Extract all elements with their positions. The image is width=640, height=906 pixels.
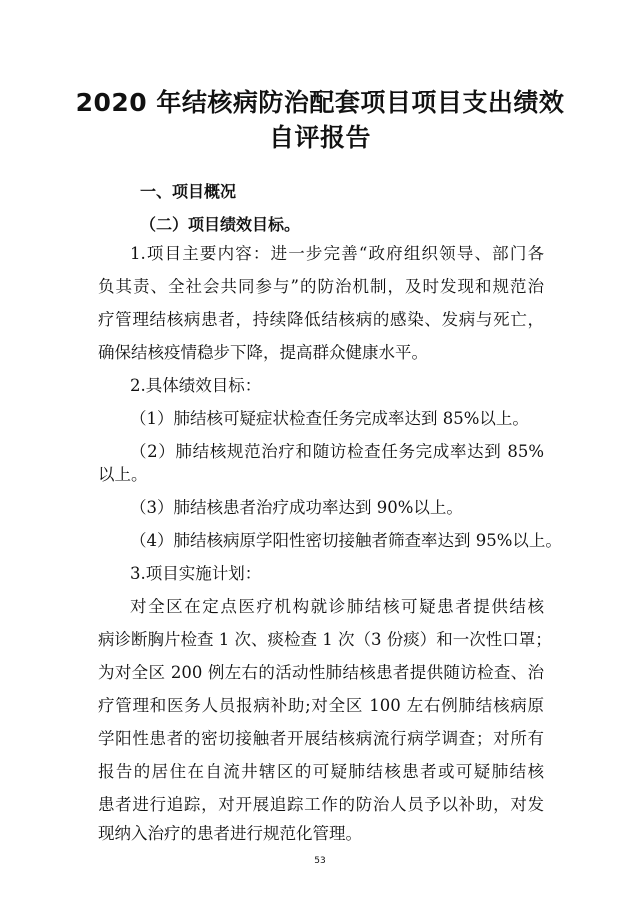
body-line: 1.项目主要内容：进一步完善“政府组织领导、部门各	[130, 244, 544, 263]
body-line: （2）肺结核规范治疗和随访检查任务完成率达到 85%	[130, 442, 544, 461]
body-line: 学阳性患者的密切接触者开展结核病流行病学调查；对所有	[98, 729, 544, 748]
body-line: 病诊断胸片检查 1 次、痰检查 1 次（3 份痰）和一次性口罩；	[98, 630, 552, 649]
subsection-heading: （二）项目绩效目标。	[140, 215, 301, 234]
report-title-line-1: 2020 年结核病防治配套项目项目支出绩效	[75, 88, 565, 117]
body-line: （1）肺结核可疑症状检查任务完成率达到 85%以上。	[130, 409, 529, 428]
body-line: 为对全区 200 例左右的活动性肺结核患者提供随访检查、治	[98, 663, 544, 682]
section-heading: 一、项目概况	[140, 182, 237, 201]
body-line: 现纳入治疗的患者进行规范化管理。	[98, 824, 362, 843]
body-line: 负其责、全社会共同参与”的防治机制，及时发现和规范治	[98, 277, 544, 296]
body-line: 确保结核疫情稳步下降，提高群众健康水平。	[98, 343, 428, 362]
body-line: 对全区在定点医疗机构就诊肺结核可疑患者提供结核	[130, 597, 544, 616]
body-line: （4）肺结核病原学阳性密切接触者筛查率达到 95%以上。	[130, 531, 562, 550]
page-number: 53	[314, 856, 326, 866]
body-line: 3.项目实施计划：	[130, 564, 262, 583]
body-line: 报告的居住在自流井辖区的可疑肺结核患者或可疑肺结核	[98, 762, 544, 781]
body-line: 疗管理结核病患者，持续降低结核病的感染、发病与死亡，	[98, 310, 544, 329]
body-line: （3）肺结核患者治疗成功率达到 90%以上。	[130, 498, 463, 517]
body-line: 患者进行追踪，对开展追踪工作的防治人员予以补助，对发	[98, 795, 544, 814]
body-line: 疗管理和医务人员报病补助;对全区 100 左右例肺结核病原	[98, 696, 544, 715]
report-title-line-2: 自评报告	[268, 123, 371, 152]
body-line: 以上。	[98, 465, 148, 484]
body-line: 2.具体绩效目标：	[130, 376, 262, 395]
